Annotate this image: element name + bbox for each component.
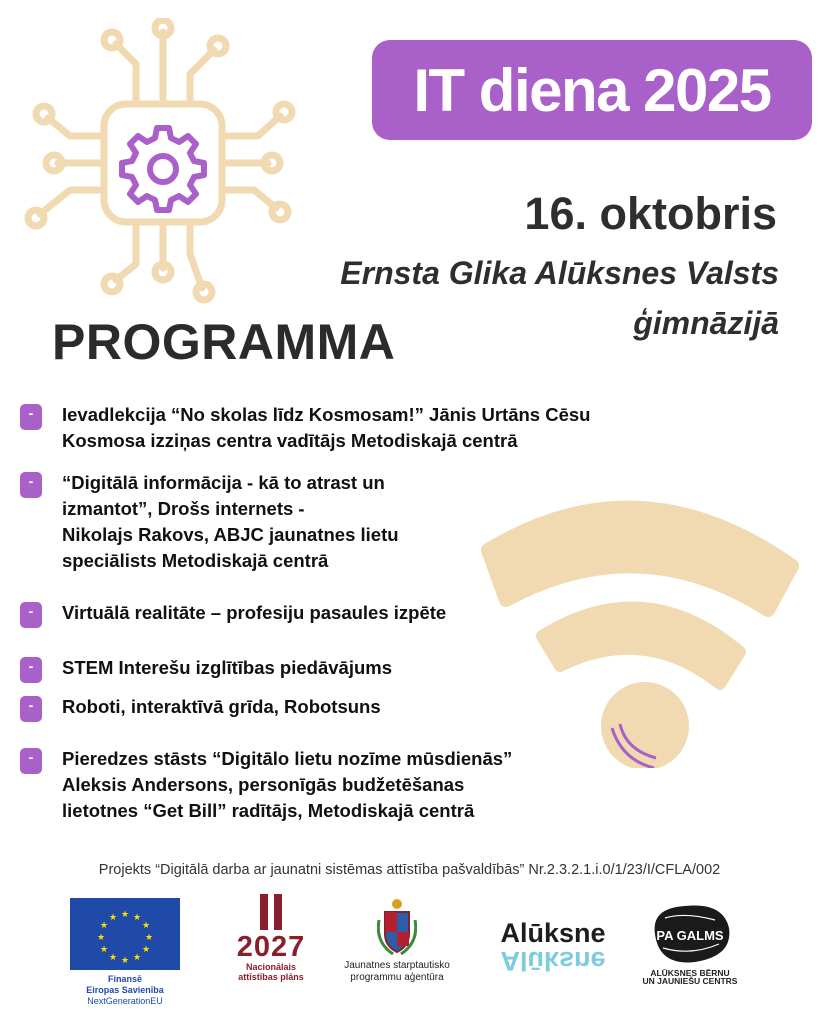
aluksne-wordmark-reflection: Alūksne — [500, 946, 606, 976]
svg-text:★: ★ — [120, 956, 130, 966]
wifi-icon — [470, 488, 810, 768]
agenda-item-text: Pieredzes stāsts “Digitālo lietu nozīme mūsdienās” Aleksis Andersons, personīgās budžetēšanas lietotnes “Get Bill” radītājs, Metodiskajā centrā — [62, 748, 513, 821]
agenda-item-text: Roboti, interaktīvā grīda, Robotsuns — [62, 696, 381, 717]
svg-text:★: ★ — [99, 921, 109, 931]
bullet: - — [20, 748, 42, 774]
pagalms-logo: PA GALMS ALŪKSNES BĒRNU UN JAUNIEŠU CENTRS — [640, 898, 740, 986]
programme-heading: PROGRAMMA — [52, 314, 396, 370]
agenda-item-6 — [20, 746, 512, 824]
title-banner — [372, 40, 812, 140]
svg-text:★: ★ — [120, 910, 130, 920]
bullet: - — [20, 696, 42, 722]
svg-text:★: ★ — [96, 933, 106, 943]
svg-text:★: ★ — [108, 913, 118, 923]
coat-of-arms-icon — [377, 898, 417, 956]
svg-text:★: ★ — [144, 933, 154, 943]
bullet: - — [20, 657, 42, 683]
aluksne-logo — [488, 918, 618, 974]
svg-text:★: ★ — [141, 945, 151, 955]
agenda-item-text: Ievadlekcija “No skolas līdz Kosmosam!” Jānis Urtāns Cēsu Kosmosa izziņas centra vadītājs Metodiskajā centrā — [62, 404, 591, 451]
event-title: IT diena 2025 — [413, 56, 771, 124]
jsppa-logo: Jaunatnes starptautisko programmu aģentūra — [332, 898, 462, 984]
nap-2027-logo: 2027 Nacionālais attīstības plāns — [226, 892, 316, 982]
agenda-item-4 — [20, 655, 392, 683]
agenda-item-text: “Digitālā informācija - kā to atrast un izmantot”, Drošs internets - Nikolajs Rakovs, ABJC jaunatnes lietu speciālists Metodiskajā centrā — [62, 472, 399, 571]
svg-text:★: ★ — [132, 913, 142, 923]
agenda-item-2 — [20, 470, 399, 574]
svg-text:★: ★ — [141, 921, 151, 931]
bullet: - — [20, 404, 42, 430]
event-date: 16. oktobris — [524, 188, 777, 239]
eu-logo: ★ ★ ★ ★ ★ ★ ★ ★ ★ ★ ★ ★ Finansē Eiropas Savienība NextGenerationEU — [70, 898, 180, 1007]
project-reference: Projekts “Digitālā darba ar jaunatni sistēmas attīstība pašvaldībās” Nr.2.3.2.1.i.0/1/23/I/CFLA/002 — [98, 862, 721, 878]
agenda-item-text: STEM Interešu izglītības piedāvājums — [62, 657, 393, 678]
pagalms-blob-icon — [645, 898, 735, 970]
svg-text:★: ★ — [99, 945, 109, 955]
pagalms-wordmark: PA GALMS — [656, 928, 724, 943]
agenda-item-3 — [20, 600, 446, 628]
nap-bars-icon — [226, 892, 316, 932]
event-venue: Ernsta Glika Alūksnes Valsts ģimnāzijā — [340, 255, 779, 341]
agenda-item-5 — [20, 694, 381, 722]
svg-text:★: ★ — [108, 953, 118, 963]
bullet: - — [20, 472, 42, 498]
eu-flag-icon — [70, 898, 180, 970]
bullet: - — [20, 602, 42, 628]
svg-text:★: ★ — [132, 953, 142, 963]
agenda-item-1 — [20, 402, 590, 454]
agenda-item-text: Virtuālā realitāte – profesiju pasaules izpēte — [62, 602, 447, 623]
gear-icon — [122, 128, 204, 210]
aluksne-wordmark: Alūksne — [500, 918, 606, 948]
